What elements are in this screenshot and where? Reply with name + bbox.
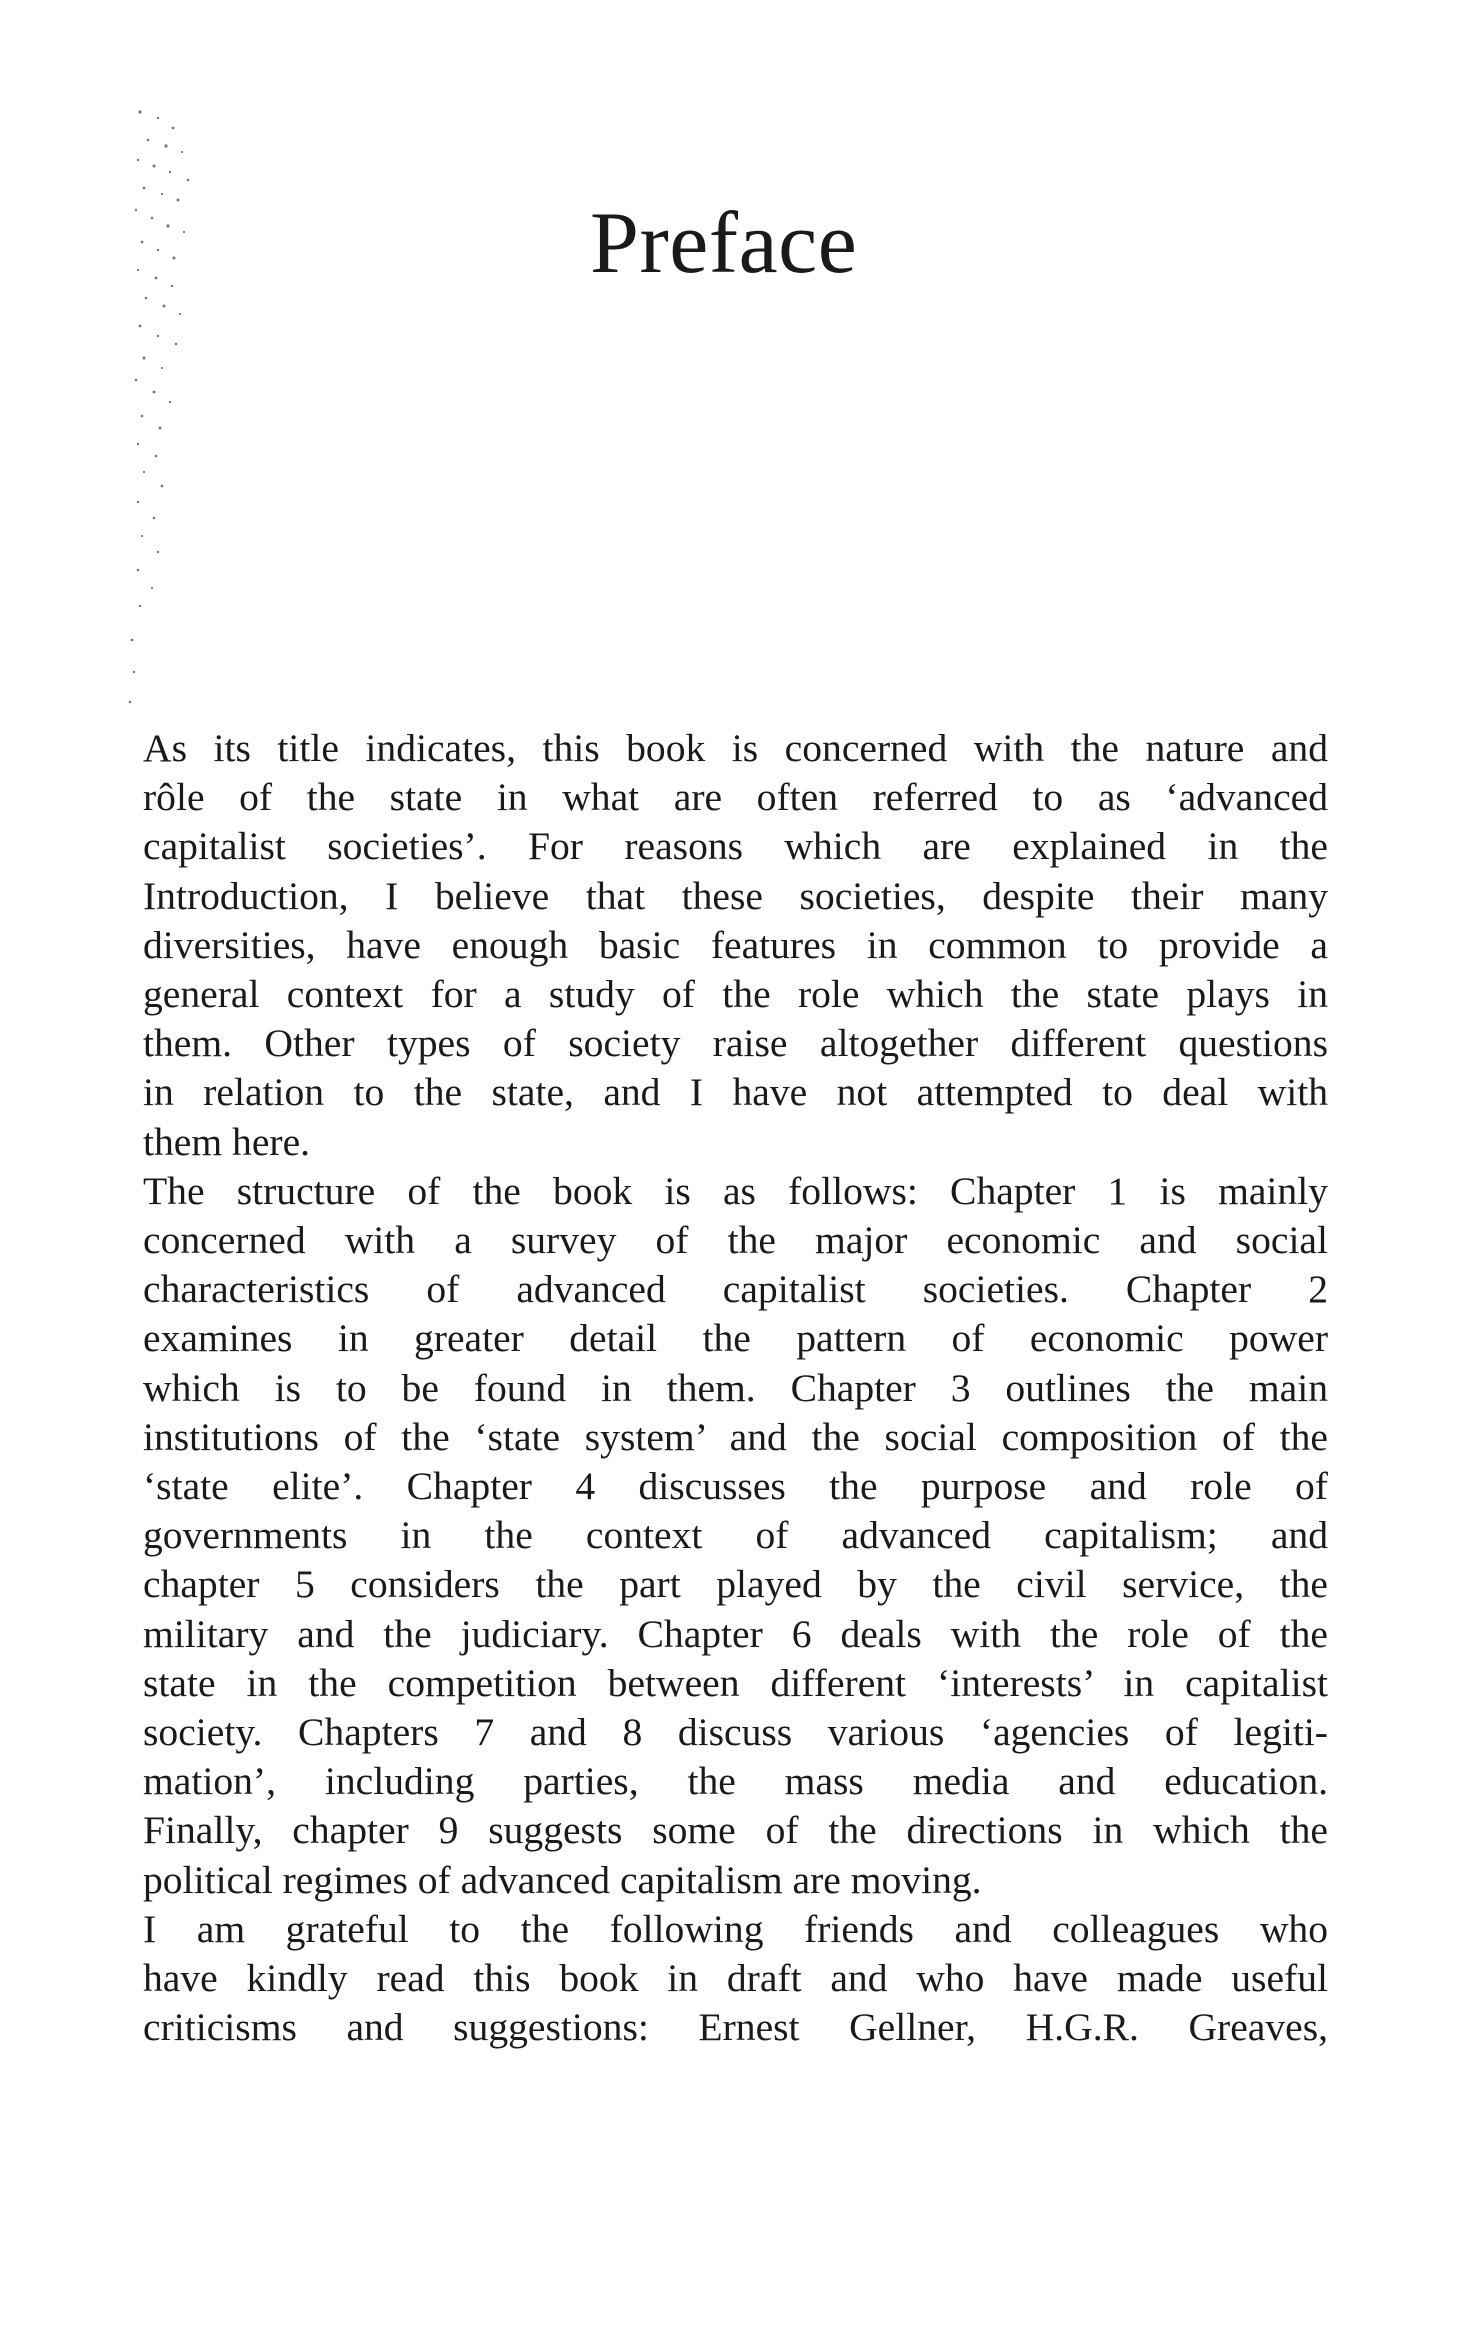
text-line: society. Chapters 7 and 8 discuss various ‘agencies of legiti- xyxy=(143,1710,1328,1755)
text-line: general context for a study of the role which the state plays in xyxy=(143,972,1328,1017)
paragraph-3 xyxy=(143,1905,1328,2053)
text-line: ‘state elite’. Chapter 4 discusses the purpose and role of xyxy=(143,1464,1328,1509)
text-line: mation’, including parties, the mass media and education. xyxy=(143,1759,1328,1804)
paragraph-1 xyxy=(143,724,1328,1167)
text-line: I am grateful to the following friends and colleagues who xyxy=(143,1906,1328,1951)
text-line: capitalist societies’. For reasons which are explained in the xyxy=(143,824,1328,869)
text-line: characteristics of advanced capitalist societies. Chapter 2 xyxy=(143,1267,1328,1312)
text-line: in relation to the state, and I have not attempted to deal with xyxy=(143,1070,1328,1115)
preface-body xyxy=(143,724,1328,2052)
text-line: military and the judiciary. Chapter 6 deals with the role of the xyxy=(143,1611,1328,1656)
text-line: concerned with a survey of the major economic and social xyxy=(143,1218,1328,1263)
text-line: which is to be found in them. Chapter 3 outlines the main xyxy=(143,1365,1328,1410)
scan-speckle-decoration xyxy=(118,100,228,720)
text-line: rôle of the state in what are often referred to as ‘advanced xyxy=(143,775,1328,820)
text-line: Introduction, I believe that these societies, despite their many xyxy=(143,873,1328,918)
text-line: political regimes of advanced capitalism are moving. xyxy=(143,1857,982,1902)
text-line: diversities, have enough basic features in common to provide a xyxy=(143,922,1328,967)
text-line: them. Other types of society raise altogether different questions xyxy=(143,1021,1328,1066)
page-title: Preface xyxy=(590,195,858,292)
text-line: examines in greater detail the pattern of economic power xyxy=(143,1316,1328,1361)
text-line: them here. xyxy=(143,1119,311,1164)
text-line: have kindly read this book in draft and who have made useful xyxy=(143,1956,1328,2001)
text-line: state in the competition between different ‘interests’ in capitalist xyxy=(143,1660,1328,1705)
text-line: chapter 5 considers the part played by the civil service, the xyxy=(143,1562,1328,1607)
text-line: Finally, chapter 9 suggests some of the directions in which the xyxy=(143,1808,1328,1853)
text-line: governments in the context of advanced capitalism; and xyxy=(143,1513,1328,1558)
text-line: criticisms and suggestions: Ernest Gellner, H.G.R. Greaves, xyxy=(143,2005,1328,2050)
text-line: The structure of the book is as follows: Chapter 1 is mainly xyxy=(143,1168,1328,1213)
text-line: As its title indicates, this book is concerned with the nature and xyxy=(143,726,1328,770)
text-line: institutions of the ‘state system’ and the social composition of the xyxy=(143,1414,1328,1459)
paragraph-2 xyxy=(143,1167,1328,1905)
